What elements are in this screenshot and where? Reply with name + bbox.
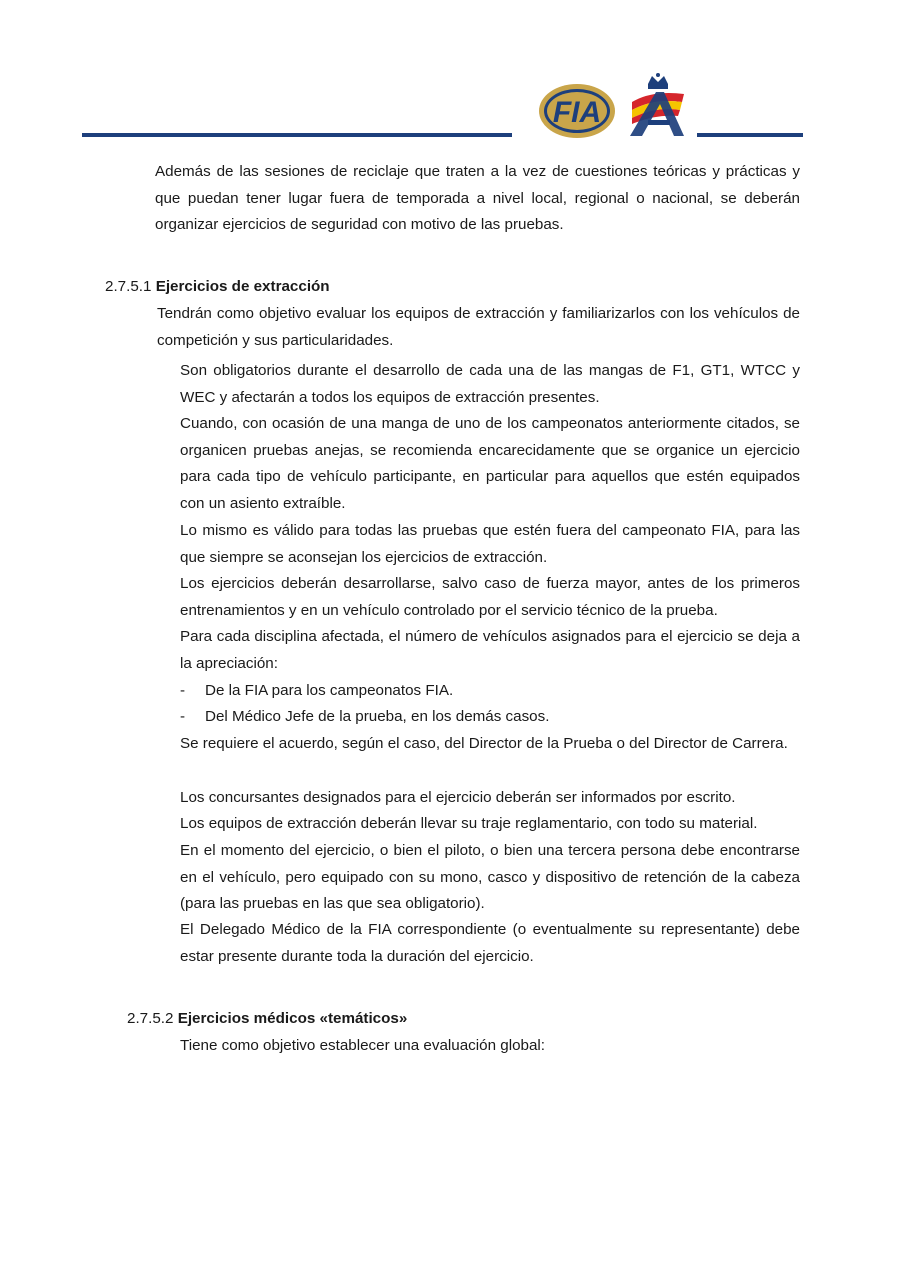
- section-2751-number: 2.7.5.1: [105, 278, 152, 295]
- rfeda-logo: [626, 72, 690, 138]
- section-2751-heading: [105, 274, 330, 301]
- header-rule-right: [697, 133, 803, 137]
- svg-text:FIA: FIA: [552, 96, 602, 129]
- header-rule-left: [82, 133, 512, 137]
- section-2751-paragraph-2: Cuando, con ocasión de una manga de uno de los campeonatos anteriormente citados, se organicen pruebas anejas, se recomienda encarecidamente que se organice un ejercicio para cada tipo de vehículo participante, en particular para aquellos que estén equipados con un asiento extraíble.: [180, 415, 800, 512]
- section-2751-paragraph-5: Para cada disciplina afectada, el número de vehículos asignados para el ejercicio se deja a la apreciación:: [180, 628, 800, 672]
- bullet-dash: -: [180, 708, 186, 725]
- bullet-item: [180, 678, 453, 705]
- section-2751-paragraph-9: En el momento del ejercicio, o bien el piloto, o bien una tercera persona debe encontrarse en el vehículo, pero equipado con su mono, casco y dispositivo de retención de la cabeza (para las pruebas en las que sea obligatorio).: [180, 842, 800, 913]
- section-2751-paragraph-7: Los concursantes designados para el ejercicio deberán ser informados por escrito.: [180, 789, 736, 806]
- bullet-text: De la FIA para los campeonatos FIA.: [205, 682, 454, 699]
- section-2751-paragraph-6: Se requiere el acuerdo, según el caso, del Director de la Prueba o del Director de Carrera.: [180, 735, 788, 752]
- bullet-dash: -: [180, 682, 186, 699]
- section-2751-paragraph-10: El Delegado Médico de la FIA correspondiente (o eventualmente su representante) debe estar presente durante toda la duración del ejercicio.: [180, 921, 800, 965]
- bullet-text: Del Médico Jefe de la prueba, en los demás casos.: [205, 708, 550, 725]
- section-2752-title: Ejercicios médicos «temáticos»: [177, 1010, 408, 1027]
- fia-logo: [537, 82, 617, 140]
- intro-paragraph: Además de las sesiones de reciclaje que traten a la vez de cuestiones teóricas y prácticas y que puedan tener lugar fuera de temporada a nivel local, regional o nacional, se deberán organizar ejercicios de seguridad con motivo de las pruebas.: [155, 163, 800, 234]
- section-2751-paragraph-1: Son obligatorios durante el desarrollo de cada una de las mangas de F1, GT1, WTCC y WEC y afectarán a todos los equipos de extracción presentes.: [180, 362, 800, 406]
- section-2751-paragraph-3: Lo mismo es válido para todas las pruebas que estén fuera del campeonato FIA, para las que siempre se aconsejan los ejercicios de extracción.: [180, 522, 800, 566]
- section-2751-paragraph-4: Los ejercicios deberán desarrollarse, salvo caso de fuerza mayor, antes de los primeros entrenamientos y en un vehículo controlado por el servicio técnico de la prueba.: [180, 575, 800, 619]
- section-2751-lead: Tendrán como objetivo evaluar los equipos de extracción y familiarizarlos con los vehículos de competición y sus particularidades.: [157, 305, 800, 349]
- section-2752-number: 2.7.5.2: [127, 1010, 174, 1027]
- section-2752-lead: Tiene como objetivo establecer una evaluación global:: [180, 1037, 546, 1054]
- section-2752-heading: [127, 1006, 407, 1033]
- section-2751-title: Ejercicios de extracción: [155, 278, 330, 295]
- section-2751-paragraph-8: Los equipos de extracción deberán llevar su traje reglamentario, con todo su material.: [180, 815, 758, 832]
- bullet-item: [180, 704, 549, 731]
